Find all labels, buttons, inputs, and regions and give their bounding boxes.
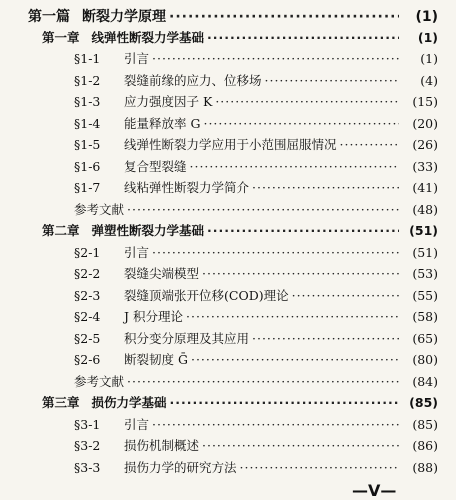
toc-section — [0, 92, 456, 110]
section-page: (4) — [420, 72, 438, 88]
leader-dots — [252, 331, 399, 346]
section-title: 裂缝前缘的应力、位移场 — [124, 72, 262, 88]
section-page: (65) — [412, 330, 438, 346]
toc-section — [0, 178, 456, 196]
section-number: §1-1 — [74, 51, 101, 66]
leader-dots — [240, 460, 399, 475]
section-number: §2-6 — [74, 352, 101, 367]
leader-dots — [215, 94, 399, 109]
section-title: 引言 — [124, 51, 150, 66]
section-page: (58) — [412, 309, 438, 324]
section-page: (51) — [412, 244, 438, 260]
leader-dots — [292, 288, 399, 303]
chapter-title: 线弹性断裂力学基础 — [91, 29, 205, 45]
part-label: 第一篇 — [28, 9, 70, 25]
section-title: 能量释放率 G — [124, 115, 201, 131]
section-number: §2-2 — [74, 266, 101, 281]
chapter-label: 第三章 — [42, 395, 80, 410]
section-page: (53) — [412, 266, 438, 281]
section-title: J 积分理论 — [124, 309, 183, 324]
leader-dots — [207, 30, 399, 45]
section-page: (41) — [412, 180, 438, 195]
section-title: 复合型裂缝 — [124, 158, 187, 174]
references-page: (48) — [412, 201, 438, 217]
section-title: 裂缝顶端张开位移(COD)理论 — [124, 287, 289, 303]
references-title: 参考文献 — [74, 201, 125, 217]
toc-section — [0, 49, 456, 67]
toc-section — [0, 286, 456, 304]
toc-section — [0, 114, 456, 132]
section-page: (85) — [412, 416, 438, 432]
toc-section — [0, 458, 456, 476]
section-number: §3-2 — [74, 438, 101, 453]
part-page: (1) — [415, 9, 438, 25]
leader-dots — [127, 202, 399, 217]
section-number: §2-4 — [74, 309, 101, 324]
references-title: 参考文献 — [74, 373, 125, 389]
section-page: (80) — [412, 352, 438, 367]
section-title: 引言 — [124, 416, 150, 432]
chapter-label: 第二章 — [42, 223, 80, 238]
chapter-title: 损伤力学基础 — [91, 395, 167, 410]
section-number: §2-1 — [74, 244, 101, 260]
section-number: §1-4 — [74, 115, 101, 131]
leader-dots — [207, 223, 399, 238]
toc-section — [0, 71, 456, 89]
leader-dots — [202, 438, 399, 453]
references-page: (84) — [412, 373, 438, 389]
toc-chapter — [0, 393, 456, 411]
section-page: (33) — [412, 158, 438, 174]
section-title: 损伤机制概述 — [124, 438, 200, 453]
toc-part — [0, 6, 456, 26]
section-page: (55) — [412, 287, 438, 303]
leader-dots — [170, 395, 399, 410]
section-page: (15) — [412, 94, 438, 109]
leader-dots — [190, 159, 399, 174]
leader-dots — [152, 245, 399, 260]
section-title: 线弹性断裂力学应用于小范围屈服情况 — [124, 137, 337, 152]
leader-dots — [340, 137, 399, 152]
leader-dots — [169, 9, 399, 25]
section-page: (86) — [412, 438, 438, 453]
leader-dots — [191, 352, 399, 367]
section-title: 引言 — [124, 244, 150, 260]
toc-references — [0, 200, 456, 218]
leader-dots — [152, 417, 399, 432]
section-title: 损伤力学的研究方法 — [124, 459, 237, 475]
leader-dots — [265, 73, 399, 88]
toc-section — [0, 157, 456, 175]
section-number: §1-5 — [74, 137, 101, 152]
section-page: (26) — [412, 137, 438, 152]
leader-dots — [186, 309, 399, 324]
toc-section — [0, 436, 456, 454]
section-number: §2-5 — [74, 330, 101, 346]
section-number: §3-3 — [74, 459, 101, 475]
chapter-page: (85) — [409, 395, 438, 410]
part-title: 断裂力学原理 — [82, 9, 166, 25]
section-title: 积分变分原理及其应用 — [124, 330, 250, 346]
chapter-title: 弹塑性断裂力学基础 — [91, 223, 205, 238]
section-title: 断裂韧度 Ḡ — [124, 352, 188, 367]
section-page: (88) — [412, 459, 438, 475]
leader-dots — [252, 180, 399, 195]
section-number: §1-6 — [74, 158, 101, 174]
page-footer-number: —V— — [352, 481, 397, 500]
section-title: 裂缝尖端模型 — [124, 266, 200, 281]
toc-section — [0, 415, 456, 433]
section-number: §2-3 — [74, 287, 101, 303]
toc-section — [0, 264, 456, 282]
toc-section — [0, 329, 456, 347]
toc-chapter — [0, 221, 456, 239]
toc-section — [0, 243, 456, 261]
toc-references — [0, 372, 456, 390]
section-number: §1-3 — [74, 94, 101, 109]
toc-section — [0, 350, 456, 368]
chapter-label: 第一章 — [42, 29, 80, 45]
section-page: (1) — [420, 51, 438, 66]
section-number: §3-1 — [74, 416, 101, 432]
section-title: 应力强度因子 K — [124, 94, 213, 109]
leader-dots — [152, 51, 399, 66]
leader-dots — [202, 266, 399, 281]
section-number: §1-7 — [74, 180, 101, 195]
chapter-page: (51) — [409, 223, 438, 238]
toc-section — [0, 307, 456, 325]
section-page: (20) — [412, 115, 438, 131]
leader-dots — [203, 116, 399, 131]
leader-dots — [127, 374, 399, 389]
chapter-page: (1) — [417, 29, 438, 45]
toc-section — [0, 135, 456, 153]
toc-chapter — [0, 28, 456, 46]
section-title: 线粘弹性断裂力学简介 — [124, 180, 250, 195]
section-number: §1-2 — [74, 72, 101, 88]
